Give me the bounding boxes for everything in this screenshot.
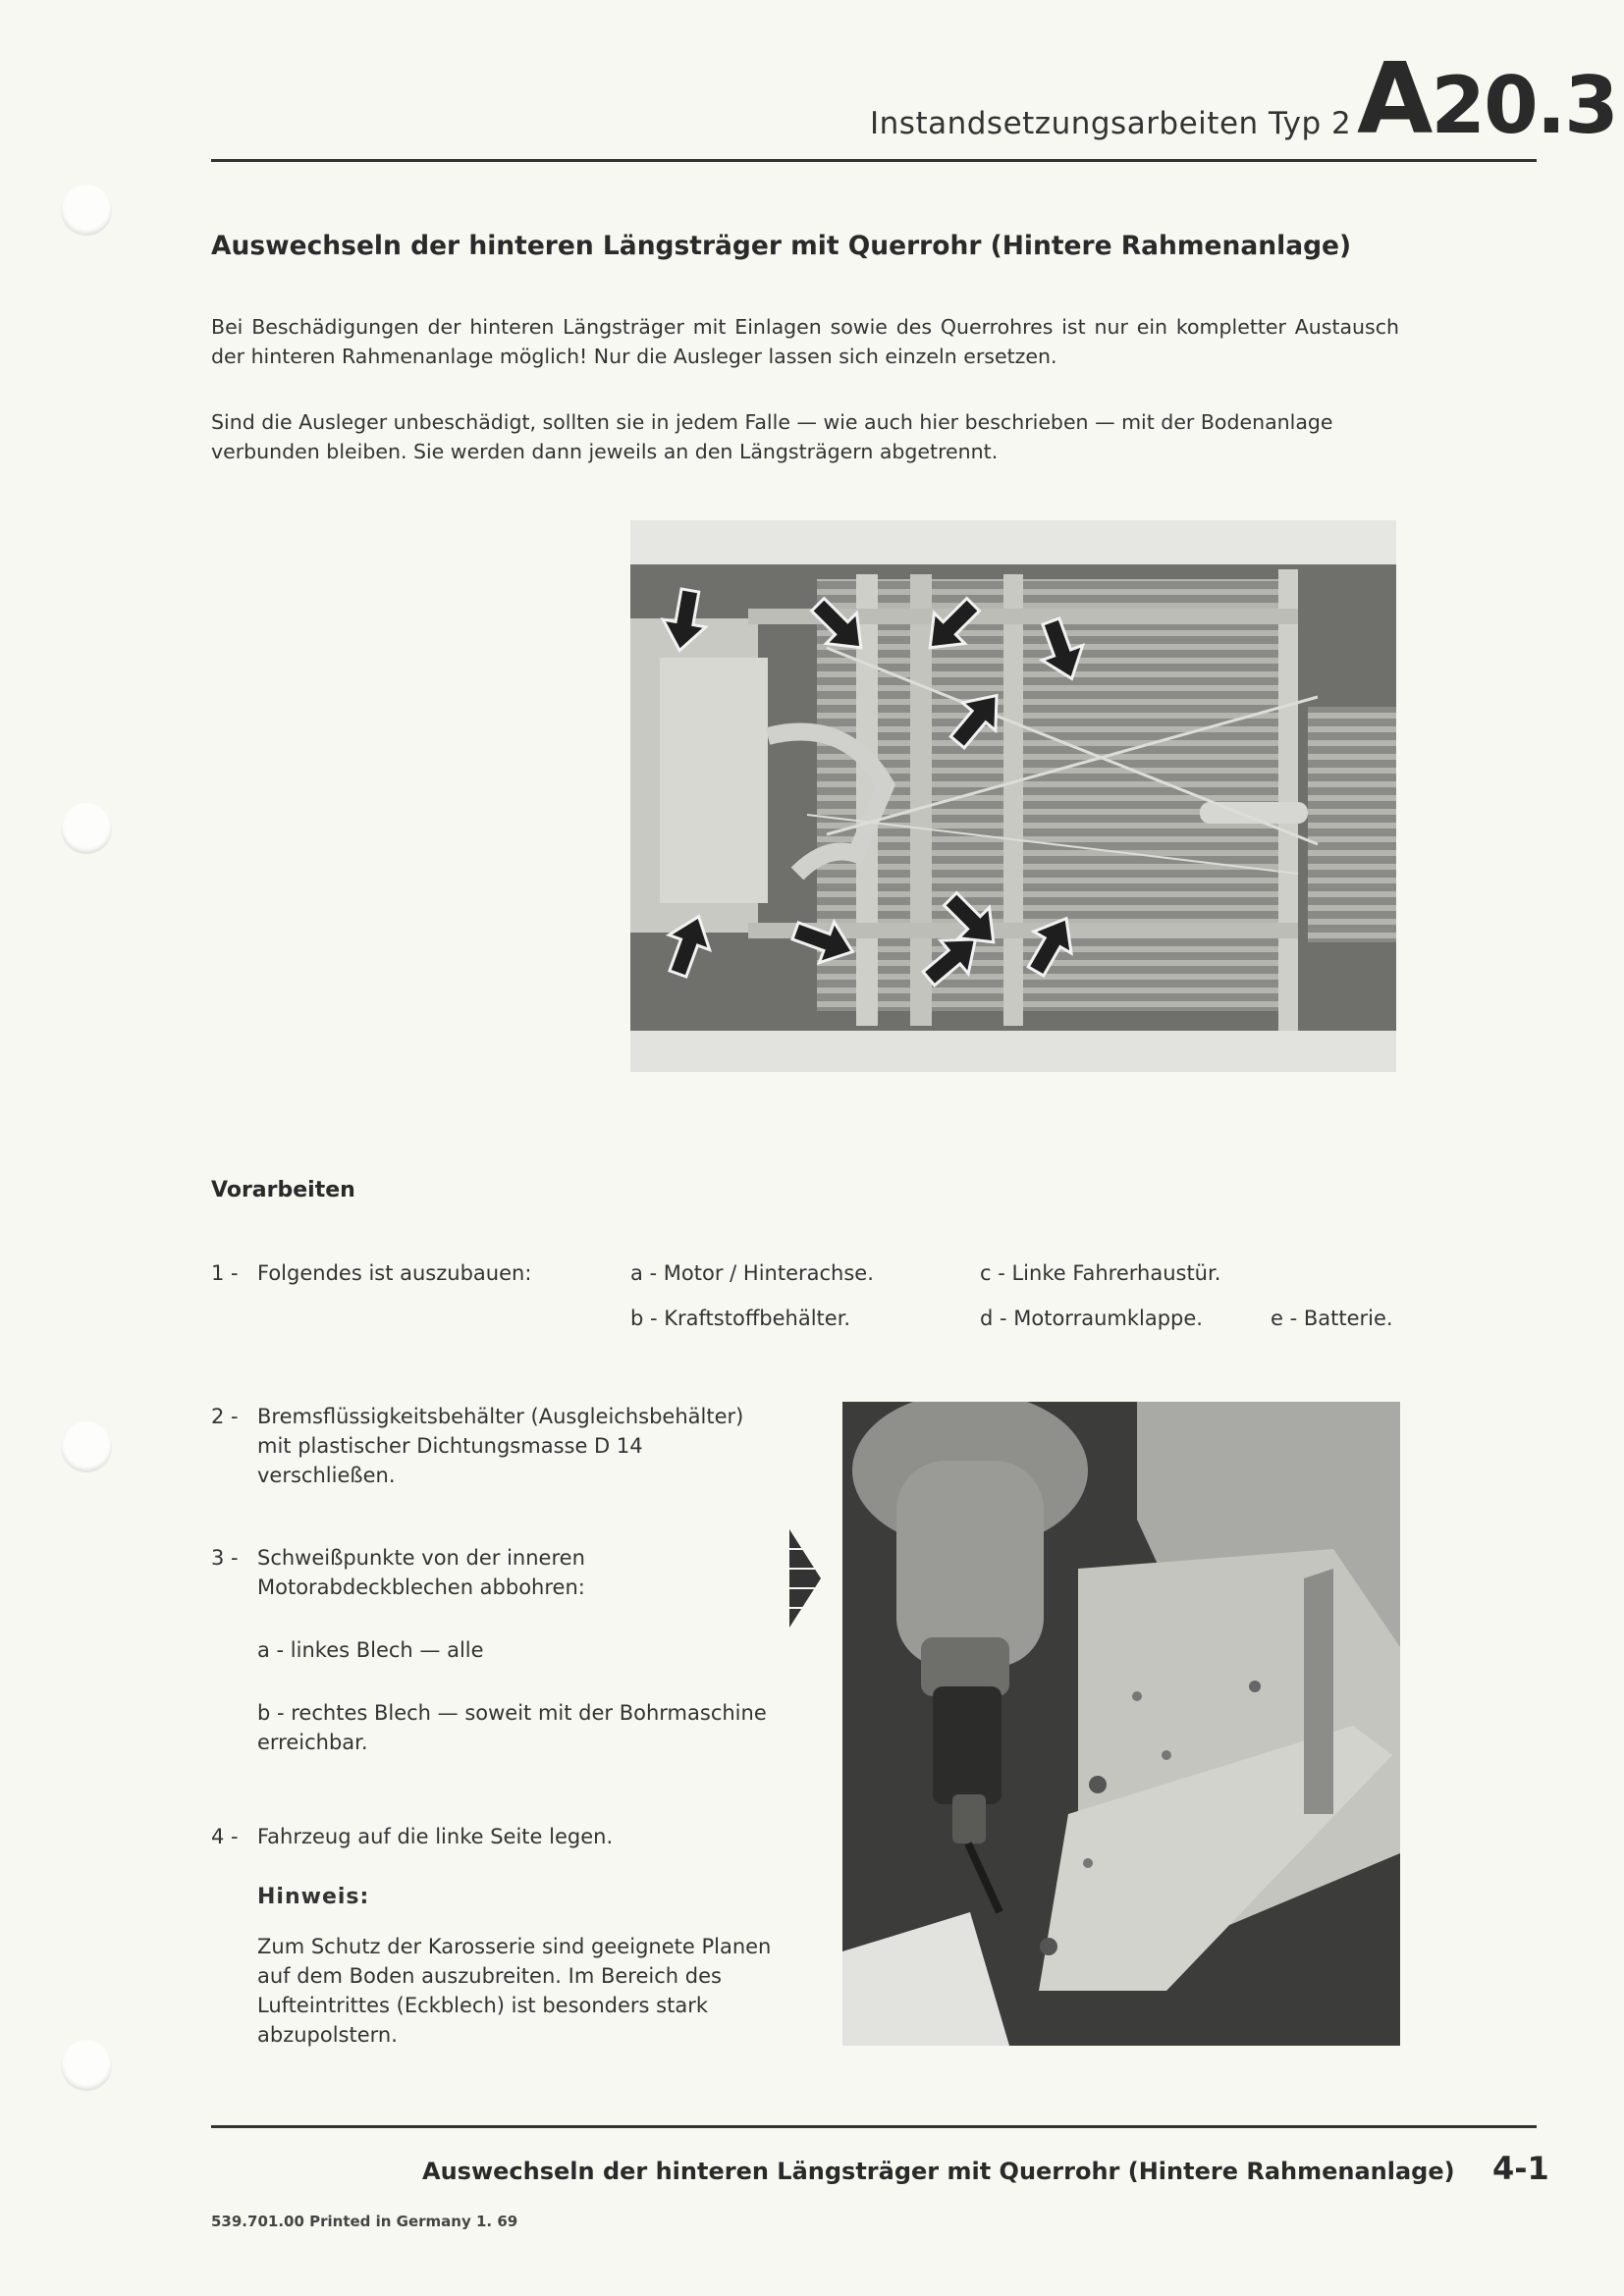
step-4-number: 4 -: [211, 1825, 239, 1848]
step-1-item-e: e - Batterie.: [1271, 1307, 1393, 1330]
footer-title: Auswechseln der hinteren Längsträger mit Querrohr (Hintere Rahmenanlage): [422, 2158, 1455, 2185]
footer-rule: [211, 2125, 1537, 2128]
drill-illustration: [842, 1402, 1400, 2046]
section-heading-vorarbeiten: Vorarbeiten: [211, 1178, 355, 1202]
step-4-text: Fahrzeug auf die linke Seite legen.: [257, 1825, 614, 1848]
note-heading: Hinweis:: [257, 1885, 370, 1909]
note-text: Zum Schutz der Karosserie sind geeignete Planen auf dem Boden auszubreiten. Im Bereich des Lufteintrittes (Eckblech) ist besonders stark abzupolstern.: [257, 1935, 772, 2047]
punch-hole: [61, 185, 112, 236]
page-number: 4-1: [1492, 2150, 1549, 2187]
step-1-item-d: d - Motorraumklappe.: [980, 1307, 1203, 1330]
step-2-text: Bremsflüssigkeitsbehälter (Ausgleichsbehälter) mit plastischer Dichtungsmasse D 14 verschließen.: [257, 1405, 744, 1487]
intro-paragraph-1: Bei Beschädigungen der hinteren Längsträger mit Einlagen sowie des Querrohres ist nur ein kompletter Austausch der hinteren Rahmenanlage möglich! Nur die Ausleger lassen sich einzeln ersetzen.: [211, 315, 1399, 368]
print-info: 539.701.00 Printed in Germany 1. 69: [211, 2213, 518, 2230]
step-1-item-b: b - Kraftstoffbehälter.: [630, 1307, 851, 1330]
section-code: [1357, 41, 1617, 156]
underbody-photo: [630, 520, 1396, 1072]
section-code-letter: A: [1357, 41, 1432, 156]
step-1-item-a: a - Motor / Hinterachse.: [630, 1261, 874, 1285]
punch-hole: [61, 2040, 112, 2091]
header-rule: [211, 159, 1537, 162]
punch-hole: [61, 803, 112, 854]
step-1-item-c: c - Linke Fahrerhaustür.: [980, 1261, 1221, 1285]
section-code-number: 20.3: [1431, 60, 1617, 151]
step-3-text: Schweißpunkte von der inneren Motorabdeckblechen abbohren:: [257, 1546, 585, 1599]
punch-hole: [61, 1421, 112, 1472]
section-title: Instandsetzungsarbeiten Typ 2: [870, 106, 1352, 141]
step-1-text: Folgendes ist auszubauen:: [257, 1261, 532, 1285]
step-3-sub-a: a - linkes Blech — alle: [257, 1638, 484, 1662]
pointer-arrow-icon: [785, 1529, 825, 1628]
step-3-number: 3 -: [211, 1546, 239, 1570]
intro-paragraph-2: Sind die Ausleger unbeschädigt, sollten sie in jedem Falle — wie auch hier beschrieben — mit der Bodenanlage verbunden bleiben. Sie werden dann jeweils an den Längsträgern abgetrennt.: [211, 410, 1333, 463]
page-title: Auswechseln der hinteren Längsträger mit Querrohr (Hintere Rahmenanlage): [211, 231, 1352, 261]
underbody-illustration: [630, 520, 1396, 1072]
step-3-sub-b: b - rechtes Blech — soweit mit der Bohrmaschine erreichbar.: [257, 1701, 767, 1754]
step-2-number: 2 -: [211, 1405, 239, 1428]
drill-photo: [842, 1402, 1400, 2046]
step-1-number: 1 -: [211, 1261, 239, 1285]
